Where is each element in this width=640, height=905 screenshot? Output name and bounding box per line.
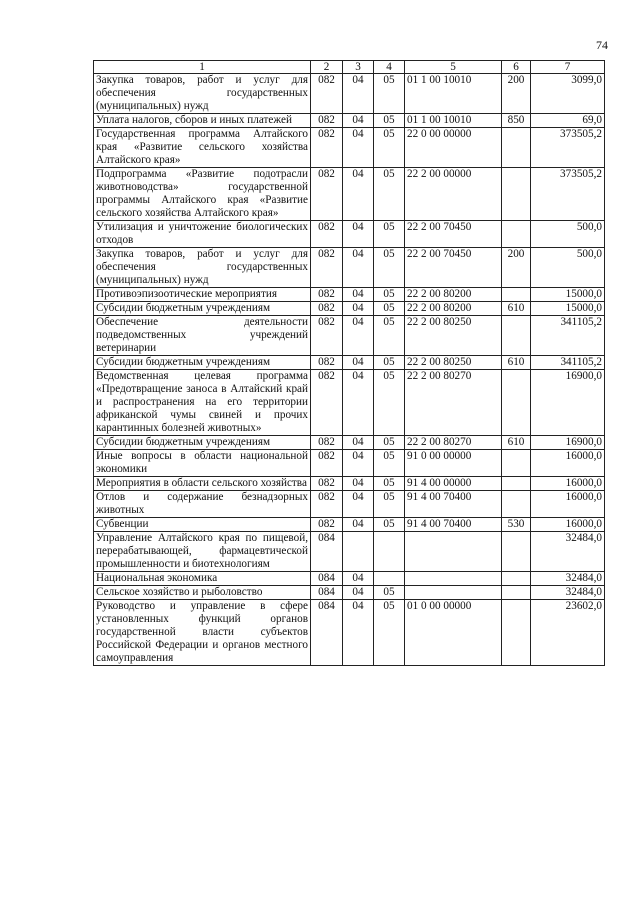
table-row — [94, 168, 605, 221]
cell-col-4: 05 — [374, 586, 405, 600]
cell-col-4: 05 — [374, 356, 405, 370]
cell-col-4: 05 — [374, 518, 405, 532]
cell-col-6: 530 — [502, 518, 531, 532]
cell-name: Сельское хозяйство и рыболовство — [94, 586, 311, 600]
cell-name: Утилизация и уничтожение биологических отходов — [94, 221, 311, 248]
cell-col-2: 082 — [311, 450, 343, 477]
cell-col-4: 05 — [374, 221, 405, 248]
cell-col-6 — [502, 586, 531, 600]
cell-col-2: 082 — [311, 248, 343, 288]
cell-col-5: 22 2 00 80250 — [405, 356, 502, 370]
cell-col-4: 05 — [374, 370, 405, 436]
table-row — [94, 114, 605, 128]
table-row — [94, 128, 605, 168]
cell-amount: 16000,0 — [531, 450, 605, 477]
table-row — [94, 74, 605, 114]
cell-name: Субсидии бюджетным учреждениям — [94, 436, 311, 450]
cell-col-2: 082 — [311, 370, 343, 436]
header-col-7: 7 — [531, 61, 605, 74]
cell-col-3: 04 — [343, 450, 374, 477]
cell-col-2: 082 — [311, 302, 343, 316]
cell-col-6: 200 — [502, 248, 531, 288]
cell-col-3: 04 — [343, 288, 374, 302]
cell-amount: 32484,0 — [531, 572, 605, 586]
cell-col-5: 01 1 00 10010 — [405, 114, 502, 128]
cell-col-6 — [502, 477, 531, 491]
cell-amount: 32484,0 — [531, 586, 605, 600]
cell-col-5 — [405, 532, 502, 572]
cell-col-3: 04 — [343, 586, 374, 600]
cell-name: Обеспечение деятельности подведомственных учреждений ветеринарии — [94, 316, 311, 356]
table-row — [94, 518, 605, 532]
table-row — [94, 586, 605, 600]
cell-col-5: 22 2 00 80200 — [405, 302, 502, 316]
cell-col-3: 04 — [343, 316, 374, 356]
cell-name: Субсидии бюджетным учреждениям — [94, 302, 311, 316]
cell-col-5: 91 0 00 00000 — [405, 450, 502, 477]
cell-col-5: 01 0 00 00000 — [405, 600, 502, 666]
cell-name: Ведомственная целевая программа «Предотвращение заноса в Алтайский край и распространения на его территории африканской чумы свиней и прочих карантинных болезней животных» — [94, 370, 311, 436]
cell-name: Закупка товаров, работ и услуг для обеспечения государственных (муниципальных) нужд — [94, 248, 311, 288]
cell-col-6 — [502, 316, 531, 356]
cell-col-5: 22 2 00 80200 — [405, 288, 502, 302]
cell-amount: 500,0 — [531, 221, 605, 248]
cell-col-4: 05 — [374, 302, 405, 316]
cell-col-2: 082 — [311, 221, 343, 248]
cell-col-2: 082 — [311, 356, 343, 370]
cell-col-5: 22 2 00 70450 — [405, 221, 502, 248]
cell-col-6 — [502, 450, 531, 477]
cell-name: Руководство и управление в сфере установленных функций органов государственной власти субъектов Российской Федерации и органов местного самоуправления — [94, 600, 311, 666]
cell-col-5: 91 4 00 70400 — [405, 491, 502, 518]
cell-col-5: 22 2 00 80270 — [405, 436, 502, 450]
table-row — [94, 316, 605, 356]
header-col-2: 2 — [311, 61, 343, 74]
cell-col-2: 084 — [311, 572, 343, 586]
cell-col-2: 082 — [311, 518, 343, 532]
cell-col-6 — [502, 532, 531, 572]
cell-col-6 — [502, 128, 531, 168]
cell-col-2: 082 — [311, 316, 343, 356]
cell-col-3: 04 — [343, 248, 374, 288]
header-col-4: 4 — [374, 61, 405, 74]
table-row — [94, 450, 605, 477]
cell-amount: 341105,2 — [531, 356, 605, 370]
cell-col-5 — [405, 586, 502, 600]
table-row — [94, 370, 605, 436]
cell-amount: 3099,0 — [531, 74, 605, 114]
cell-col-3: 04 — [343, 477, 374, 491]
cell-col-5: 22 2 00 80270 — [405, 370, 502, 436]
header-col-3: 3 — [343, 61, 374, 74]
cell-col-6 — [502, 370, 531, 436]
cell-name: Уплата налогов, сборов и иных платежей — [94, 114, 311, 128]
cell-col-4: 05 — [374, 316, 405, 356]
cell-amount: 15000,0 — [531, 288, 605, 302]
cell-col-2: 082 — [311, 436, 343, 450]
cell-col-3: 04 — [343, 74, 374, 114]
cell-col-4: 05 — [374, 450, 405, 477]
cell-col-5: 91 4 00 00000 — [405, 477, 502, 491]
cell-col-6: 200 — [502, 74, 531, 114]
cell-col-5: 22 2 00 00000 — [405, 168, 502, 221]
cell-name: Закупка товаров, работ и услуг для обеспечения государственных (муниципальных) нужд — [94, 74, 311, 114]
cell-col-5: 01 1 00 10010 — [405, 74, 502, 114]
header-col-6: 6 — [502, 61, 531, 74]
cell-col-4: 05 — [374, 491, 405, 518]
table-row — [94, 436, 605, 450]
table-row — [94, 288, 605, 302]
cell-col-3 — [343, 532, 374, 572]
cell-amount: 16900,0 — [531, 436, 605, 450]
cell-name: Подпрограмма «Развитие подотрасли животноводства» государственной программы Алтайского края «Развитие сельского хозяйства Алтайского края» — [94, 168, 311, 221]
cell-col-6: 610 — [502, 436, 531, 450]
cell-amount: 373505,2 — [531, 128, 605, 168]
cell-col-6 — [502, 572, 531, 586]
cell-col-6: 610 — [502, 356, 531, 370]
header-col-1: 1 — [94, 61, 311, 74]
table-row — [94, 302, 605, 316]
header-col-5: 5 — [405, 61, 502, 74]
table-body — [94, 74, 605, 666]
cell-amount: 15000,0 — [531, 302, 605, 316]
cell-col-5 — [405, 572, 502, 586]
cell-col-3: 04 — [343, 128, 374, 168]
table-row — [94, 477, 605, 491]
cell-amount: 500,0 — [531, 248, 605, 288]
cell-col-5: 22 0 00 00000 — [405, 128, 502, 168]
cell-name: Управление Алтайского края по пищевой, перерабатывающей, фармацевтической промышленности и биотехнологиям — [94, 532, 311, 572]
cell-col-5: 22 2 00 70450 — [405, 248, 502, 288]
page-number: 74 — [596, 38, 608, 52]
cell-col-5: 91 4 00 70400 — [405, 518, 502, 532]
cell-col-2: 084 — [311, 586, 343, 600]
cell-col-4: 05 — [374, 600, 405, 666]
table-row — [94, 356, 605, 370]
cell-name: Государственная программа Алтайского края «Развитие сельского хозяйства Алтайского края» — [94, 128, 311, 168]
cell-col-6 — [502, 288, 531, 302]
cell-col-6 — [502, 600, 531, 666]
table-row — [94, 221, 605, 248]
cell-amount: 341105,2 — [531, 316, 605, 356]
header-row — [94, 61, 605, 74]
cell-col-3: 04 — [343, 221, 374, 248]
cell-col-2: 082 — [311, 74, 343, 114]
cell-col-4: 05 — [374, 477, 405, 491]
cell-col-2: 082 — [311, 168, 343, 221]
cell-amount: 32484,0 — [531, 532, 605, 572]
cell-col-3: 04 — [343, 302, 374, 316]
cell-col-2: 082 — [311, 288, 343, 302]
cell-amount: 373505,2 — [531, 168, 605, 221]
cell-col-4: 05 — [374, 436, 405, 450]
cell-col-4: 05 — [374, 74, 405, 114]
cell-col-4: 05 — [374, 248, 405, 288]
cell-col-4: 05 — [374, 128, 405, 168]
cell-col-3: 04 — [343, 600, 374, 666]
cell-col-6 — [502, 221, 531, 248]
cell-col-3: 04 — [343, 114, 374, 128]
cell-col-2: 082 — [311, 477, 343, 491]
cell-col-4: 05 — [374, 114, 405, 128]
cell-name: Субвенции — [94, 518, 311, 532]
cell-col-6: 850 — [502, 114, 531, 128]
cell-col-3: 04 — [343, 370, 374, 436]
table-row — [94, 532, 605, 572]
cell-col-4: 05 — [374, 168, 405, 221]
cell-col-2: 082 — [311, 128, 343, 168]
cell-col-4: 05 — [374, 288, 405, 302]
cell-name: Субсидии бюджетным учреждениям — [94, 356, 311, 370]
cell-name: Иные вопросы в области национальной экономики — [94, 450, 311, 477]
cell-amount: 16000,0 — [531, 491, 605, 518]
cell-name: Противоэпизоотические мероприятия — [94, 288, 311, 302]
cell-col-6: 610 — [502, 302, 531, 316]
cell-amount: 16000,0 — [531, 477, 605, 491]
cell-col-6 — [502, 168, 531, 221]
cell-col-2: 082 — [311, 114, 343, 128]
cell-amount: 69,0 — [531, 114, 605, 128]
cell-name: Мероприятия в области сельского хозяйства — [94, 477, 311, 491]
cell-col-6 — [502, 491, 531, 518]
cell-col-4 — [374, 572, 405, 586]
cell-name: Национальная экономика — [94, 572, 311, 586]
cell-col-2: 084 — [311, 532, 343, 572]
table-row — [94, 600, 605, 666]
cell-col-3: 04 — [343, 572, 374, 586]
cell-col-4 — [374, 532, 405, 572]
cell-col-2: 084 — [311, 600, 343, 666]
cell-col-2: 082 — [311, 491, 343, 518]
cell-col-3: 04 — [343, 491, 374, 518]
cell-col-3: 04 — [343, 518, 374, 532]
table-row — [94, 491, 605, 518]
cell-amount: 16000,0 — [531, 518, 605, 532]
cell-amount: 16900,0 — [531, 370, 605, 436]
cell-col-3: 04 — [343, 168, 374, 221]
cell-col-5: 22 2 00 80250 — [405, 316, 502, 356]
budget-table — [93, 60, 605, 666]
cell-col-3: 04 — [343, 436, 374, 450]
table-row — [94, 572, 605, 586]
cell-amount: 23602,0 — [531, 600, 605, 666]
table-row — [94, 248, 605, 288]
cell-name: Отлов и содержание безнадзорных животных — [94, 491, 311, 518]
cell-col-3: 04 — [343, 356, 374, 370]
